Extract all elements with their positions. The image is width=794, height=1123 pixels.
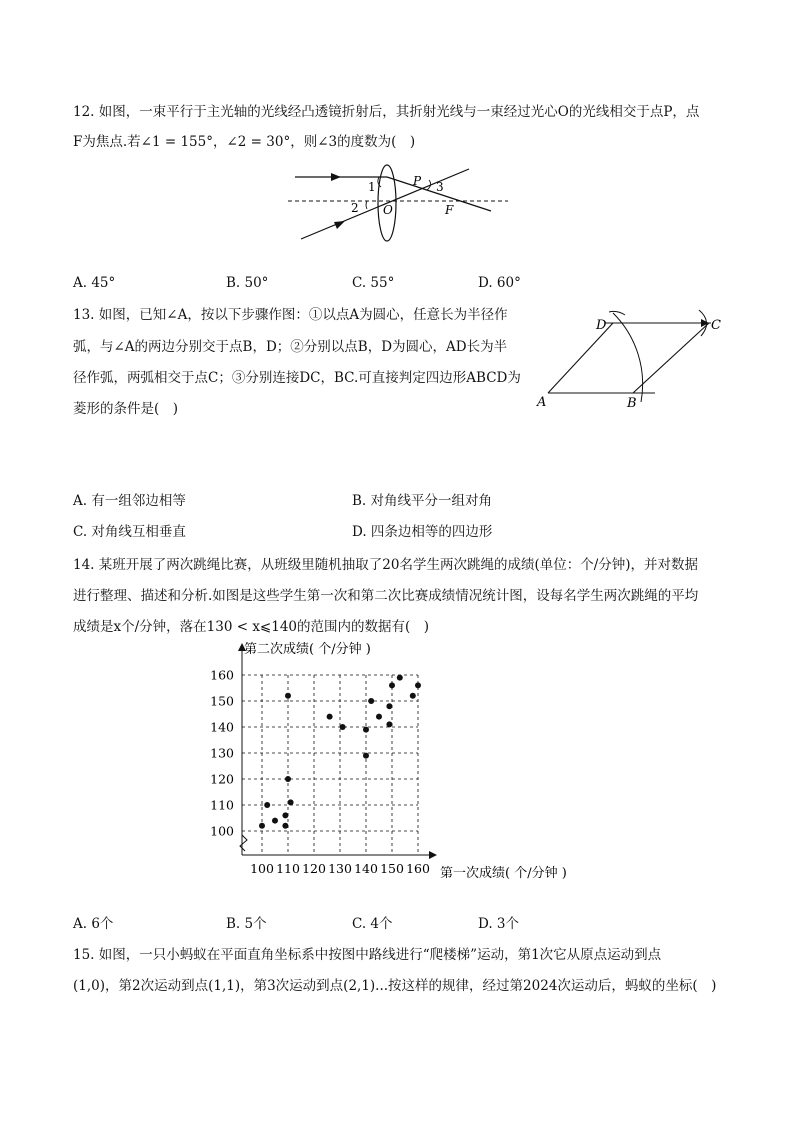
data-point: [282, 823, 288, 829]
q14-line-3: 成绩是x个/分钟，落在130 < x⩽140的范围内的数据有( ): [73, 619, 430, 635]
data-point: [340, 724, 346, 730]
q15-line-1: 15. 如图，一只小蚂蚁在平面直角坐标系中按图中路线进行“爬楼梯”运动，第1次它从原点运动到点: [73, 947, 662, 963]
q12-option-d[interactable]: D. 60°: [478, 275, 521, 291]
y-tick-label: 150: [210, 693, 234, 709]
q13-option-d[interactable]: D. 四条边相等的四边形: [352, 524, 493, 540]
arrow-c: [701, 319, 709, 327]
side-ad: [548, 323, 613, 393]
q13-rhombus-figure: [533, 308, 728, 413]
q12-line-1: 12. 如图，一束平行于主光轴的光线经凸透镜折射后，其折射光线与一束经过光心O的光线相交于点P，点: [73, 104, 700, 120]
q14-scatter-chart: [200, 635, 600, 885]
data-point: [376, 714, 382, 720]
q13-line-3: 径作弧，两弧相交于点C；③分别连接DC，BC.可直接判定四边形ABCD为: [73, 370, 521, 386]
data-point: [285, 693, 291, 699]
q14-option-d[interactable]: D. 3个: [478, 916, 520, 932]
data-point: [389, 682, 395, 688]
data-point: [264, 802, 270, 808]
x-tick-label: 140: [354, 861, 378, 876]
data-point: [272, 818, 278, 824]
angle-2-arc: [366, 201, 367, 209]
q13-option-a[interactable]: A. 有一组邻边相等: [73, 493, 186, 509]
q13-line-4: 菱形的条件是( ): [73, 401, 179, 417]
q12-line-2: F为焦点.若∠1 = 155°，∠2 = 30°，则∠3的度数为( ): [73, 134, 416, 150]
data-point: [386, 721, 392, 727]
q13-line-2: 弧，与∠A的两边分别交于点B，D；②分别以点B，D为圆心，AD长为半: [73, 339, 508, 355]
angle-1-label: 1: [368, 180, 376, 194]
data-point: [259, 823, 265, 829]
point-c-label: C: [711, 318, 721, 333]
q12-option-c[interactable]: C. 55°: [352, 275, 395, 291]
x-tick-label: 100: [250, 861, 274, 876]
point-f-label: F: [445, 203, 454, 217]
axis-break-mark: [240, 835, 247, 851]
data-point: [285, 776, 291, 782]
data-point: [397, 675, 403, 681]
angle-3-arc: [427, 180, 431, 190]
data-point: [368, 698, 374, 704]
q15-line-2: (1,0)，第2次运动到点(1,1)，第3次运动到点(2,1)...按这样的规律，经过第2024次运动后，蚂蚁的坐标( ): [73, 978, 717, 994]
q14-option-a[interactable]: A. 6个: [73, 916, 114, 932]
q14-option-c[interactable]: C. 4个: [352, 916, 393, 932]
y-tick-label: 120: [210, 771, 234, 787]
y-tick-label: 130: [210, 745, 234, 761]
data-point: [363, 753, 369, 759]
angle-2-label: 2: [351, 201, 359, 215]
q13-option-c[interactable]: C. 对角线互相垂直: [73, 524, 186, 540]
data-point: [386, 703, 392, 709]
ray-arrow-top: [331, 173, 341, 181]
data-point: [327, 714, 333, 720]
data-point: [363, 727, 369, 733]
q13-line-1: 13. 如图，已知∠A，按以下步骤作图：①以点A为圆心，任意长为半径作: [73, 307, 508, 323]
q12-lens-figure: [283, 163, 513, 245]
q14-line-2: 进行整理、描述和分析.如图是这些学生第一次和第二次比赛成绩情况统计图，设每名学生两次跳绳的平均: [73, 588, 699, 604]
data-point: [288, 799, 294, 805]
data-point: [282, 812, 288, 818]
y-tick-label: 160: [210, 667, 234, 683]
x-tick-label: 160: [406, 861, 430, 876]
y-tick-label: 100: [210, 823, 234, 839]
x-tick-label: 120: [302, 861, 326, 876]
y-axis-label: 第二次成绩( 个/分钟 ): [244, 642, 371, 657]
side-bc: [633, 323, 709, 393]
q12-option-a[interactable]: A. 45°: [73, 275, 116, 291]
angle-3-label: 3: [436, 180, 444, 194]
data-point: [410, 693, 416, 699]
q12-option-b[interactable]: B. 50°: [226, 275, 269, 291]
point-b-label: B: [627, 396, 637, 411]
arc-near-d: [609, 311, 625, 315]
x-axis-label: 第一次成绩( 个/分钟 ): [440, 866, 567, 881]
point-o-label: O: [383, 203, 393, 217]
x-tick-label: 130: [328, 861, 352, 876]
data-point: [415, 682, 421, 688]
ray-arrow-bottom: [334, 221, 345, 229]
x-tick-label: 150: [380, 861, 404, 876]
point-a-label: A: [537, 395, 547, 410]
point-d-label: D: [596, 318, 607, 333]
y-tick-label: 140: [210, 719, 234, 735]
point-p-label: P: [413, 174, 422, 188]
q14-line-1: 14. 某班开展了两次跳绳比赛，从班级里随机抽取了20名学生两次跳绳的成绩(单位：个/分钟)，并对数据: [73, 557, 699, 573]
y-tick-label: 110: [210, 797, 234, 813]
q14-option-b[interactable]: B. 5个: [226, 916, 267, 932]
x-tick-label: 110: [276, 861, 300, 876]
q13-option-b[interactable]: B. 对角线平分一组对角: [352, 493, 493, 509]
